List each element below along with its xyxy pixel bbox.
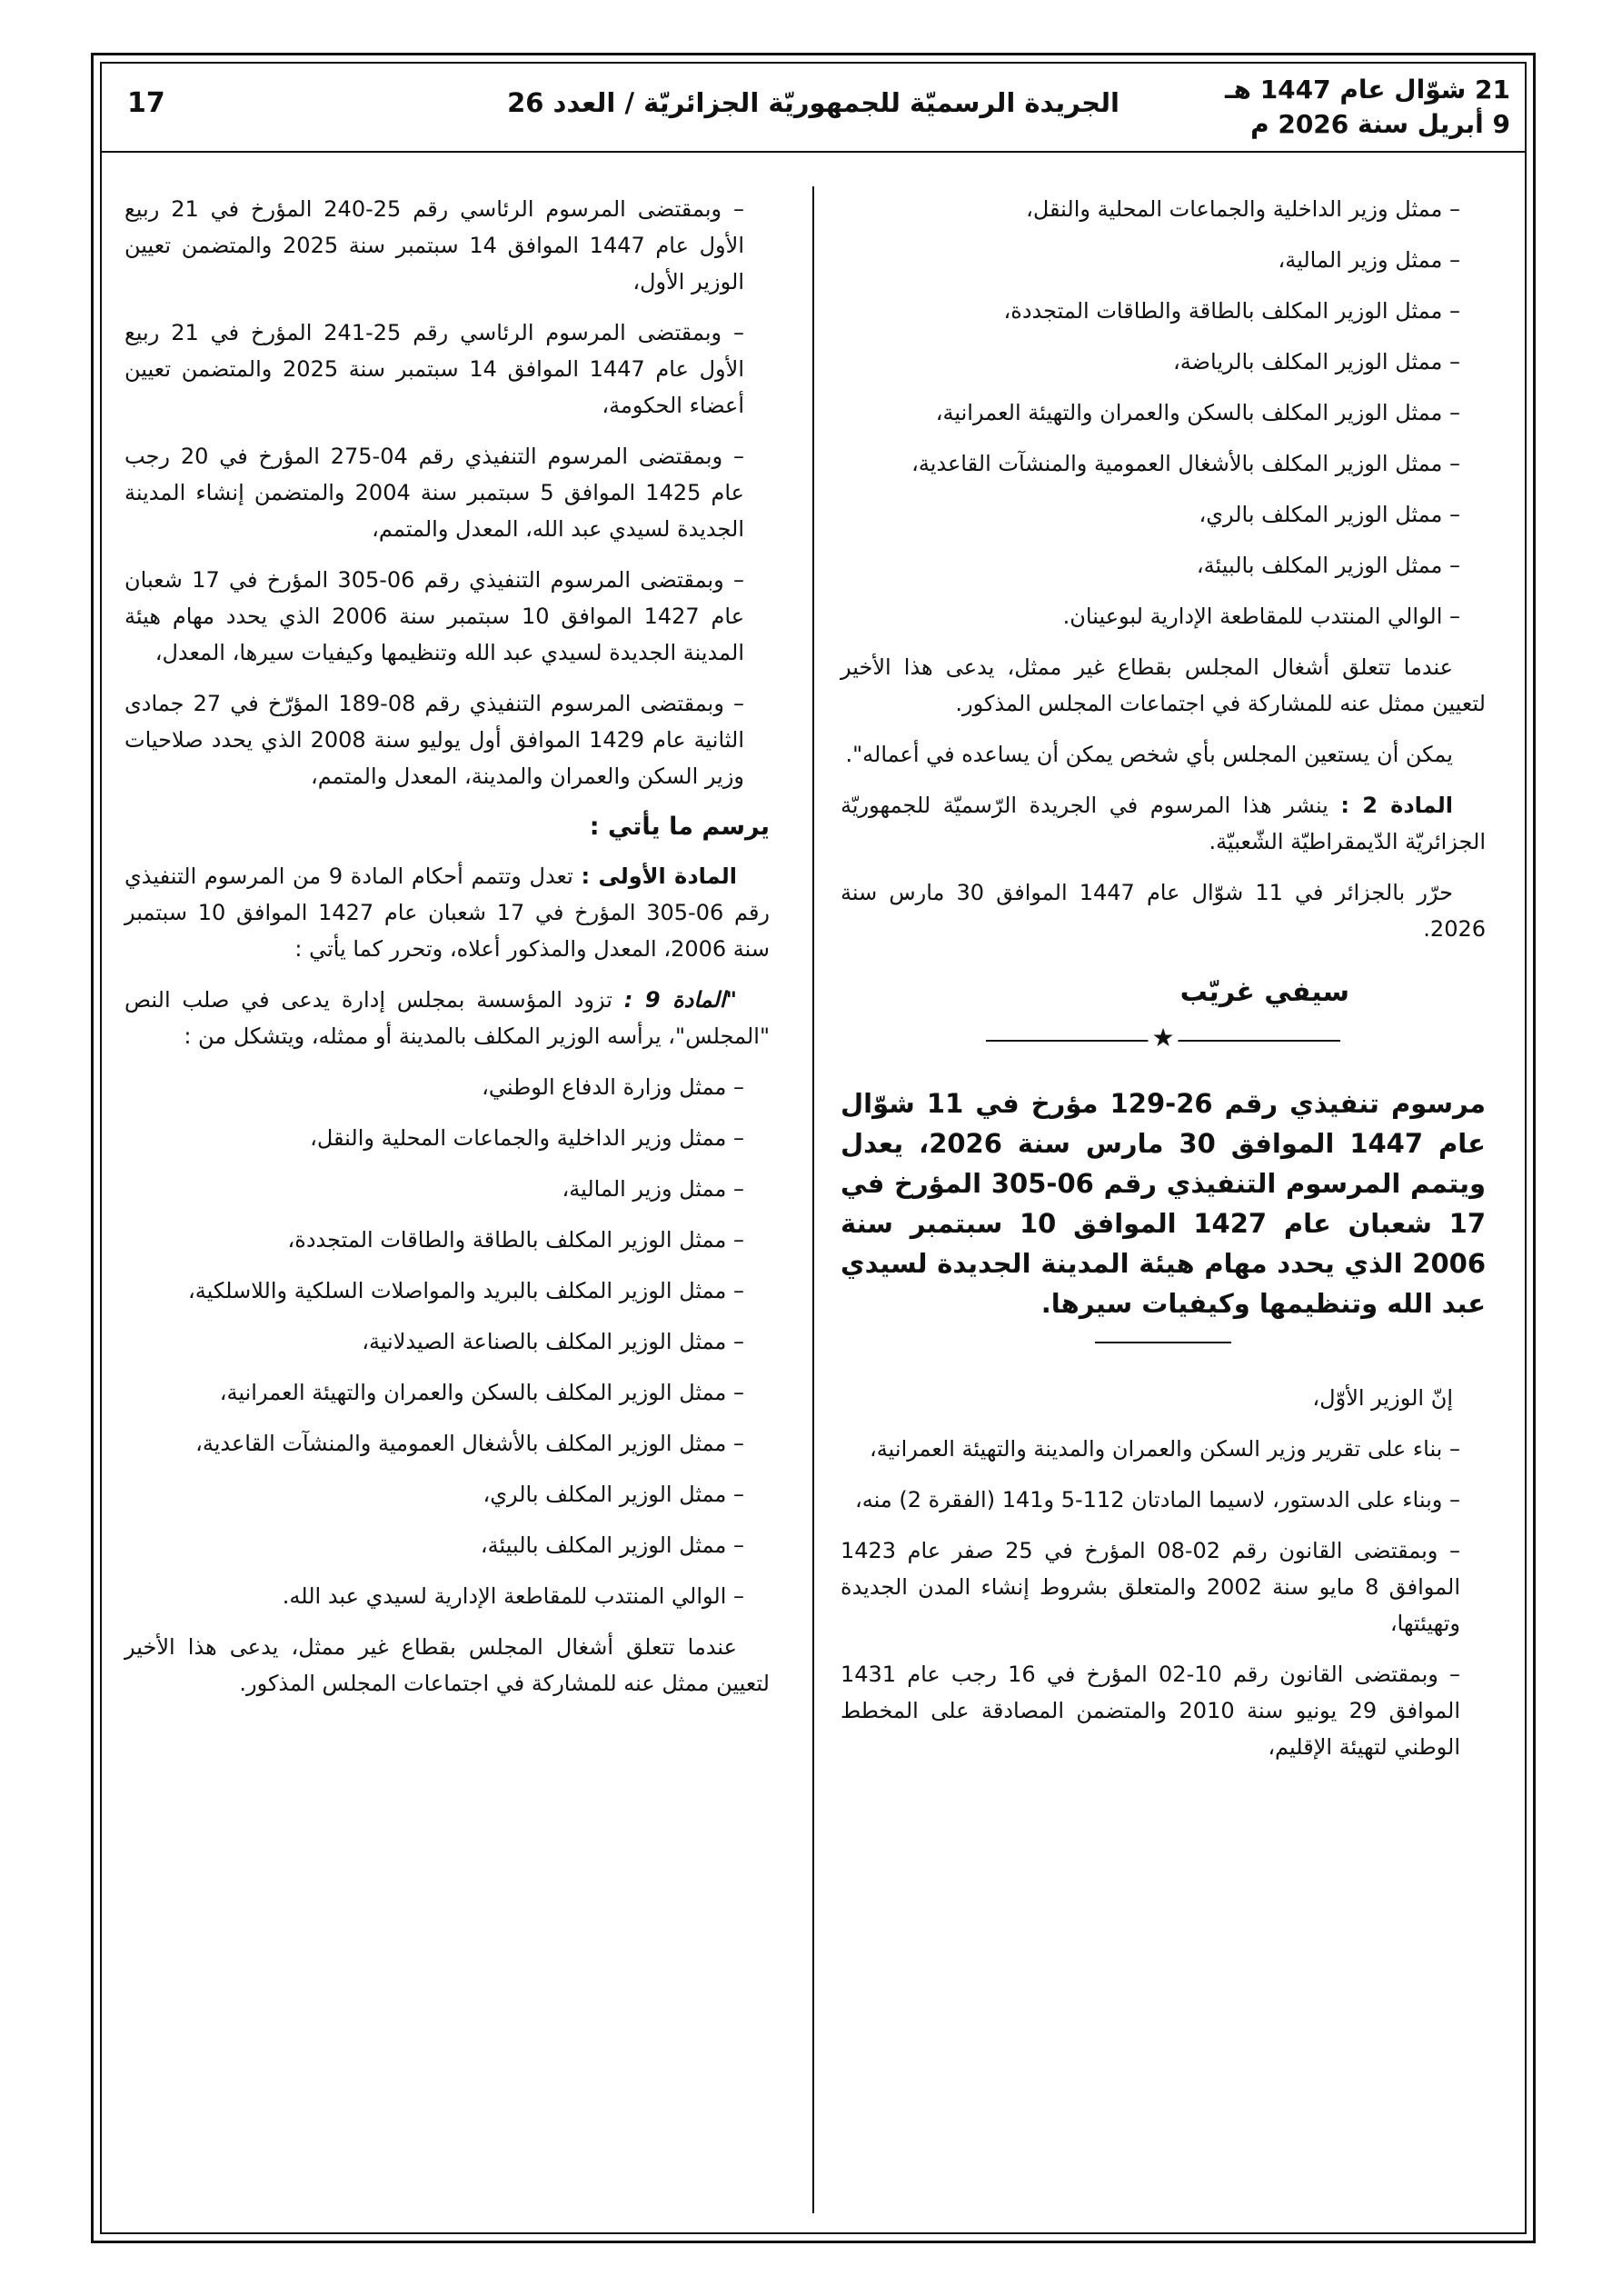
member-item: – ممثل الوزير المكلف بالبيئة،	[480, 1532, 744, 1558]
member-item: – الوالي المنتدب للمقاطعة الإدارية لبوعينان.	[1062, 604, 1460, 629]
member-item: – ممثل وزير الداخلية والجماعات المحلية والنقل،	[310, 1125, 744, 1151]
nonrepresented-sector-paragraph: عندما تتعلق أشغال المجلس بقطاع غير ممثل، يدعى هذا الأخير لتعيين ممثل عنه للمشاركة في اجتماعات المجلس المذكور.	[124, 1634, 770, 1696]
star-separator	[986, 1020, 1340, 1056]
member-item: – ممثل الوزير المكلف بالصناعة الصيدلانية،	[362, 1329, 744, 1354]
visa-item: – وبناء على الدستور، لاسيما المادتان 112-5 و141 (الفقرة 2) منه،	[855, 1487, 1460, 1512]
header-date-hijri: 21 شوّال عام 1447 هـ	[1224, 75, 1510, 105]
decree-title: مرسوم تنفيذي رقم 26-129 مؤرخ في 11 شوّال عام 1447 الموافق 30 مارس سنة 2026، يعدل ويتمم المرسوم التنفيذي رقم 06-305 المؤرخ في 17 شعبان عام 1427 الموافق 10 سبتمبر سنة 2006 الذي يحدد مهام هيئة المدينة الجديدة لسيدي عبد الله وتنظيمها وكيفيات سيرها.	[841, 1088, 1487, 1319]
visa-item: – وبمقتضى القانون رقم 02-08 المؤرخ في 25 صفر عام 1423 الموافق 8 مايو سنة 2002 والمتعلق بشروط إنشاء المدن الجديدة وتهيئتها،	[841, 1538, 1461, 1636]
visa-item: – بناء على تقرير وزير السكن والعمران والمدينة والتهيئة العمرانية،	[870, 1436, 1460, 1462]
star-icon: ★	[1148, 1020, 1178, 1056]
signature: سيفي غريّب	[1179, 976, 1349, 1008]
article-9	[124, 982, 770, 1054]
column-divider	[812, 186, 814, 2213]
member-item: – ممثل الوزير المكلف بالرياضة،	[1173, 349, 1460, 374]
member-item: – ممثل الوزير المكلف بالري،	[483, 1482, 744, 1507]
visa-item: – وبمقتضى المرسوم التنفيذي رقم 04-275 المؤرخ في 20 رجب عام 1425 الموافق 5 سبتمبر سنة 2004 والمتضمن إنشاء المدينة الجديدة لسيدي عبد الله، المعدل والمتمم،	[124, 444, 745, 542]
member-item: – ممثل الوزير المكلف بالأشغال العمومية والمنشآت القاعدية،	[911, 451, 1460, 476]
article-2-label: المادة 2 :	[1340, 793, 1453, 818]
gazette-header	[100, 62, 1527, 153]
member-item: – ممثل الوزير المكلف بالبريد والمواصلات السلكية واللاسلكية،	[188, 1278, 744, 1303]
member-item: – ممثل وزير المالية،	[562, 1176, 744, 1202]
page-number: 17	[127, 87, 165, 119]
article-2-text: ينشر هذا المرسوم في الجريدة الرّسميّة للجمهوريّة الجزائريّة الدّيمقراطيّة الشّعبيّة.	[841, 793, 1486, 854]
member-item: – ممثل الوزير المكلف بالسكن والعمران والتهيئة العمرانية،	[935, 400, 1460, 425]
article-1-text: تعدل وتتمم أحكام المادة 9 من المرسوم التنفيذي رقم 06-305 المؤرخ في 17 شعبان عام 1427 الموافق 10 سبتمبر سنة 2006، المعدل والمذكور أعلاه، وتحرر كما يأتي :	[124, 863, 771, 962]
member-item: – ممثل وزير الداخلية والجماعات المحلية والنقل،	[1026, 196, 1460, 222]
article-1-label: المادة الأولى :	[581, 863, 737, 889]
member-item: – ممثل الوزير المكلف بالبيئة،	[1196, 553, 1460, 578]
member-item: – ممثل الوزير المكلف بالسكن والعمران والتهيئة العمرانية،	[219, 1380, 744, 1405]
member-item: – ممثل الوزير المكلف بالطاقة والطاقات المتجددة،	[287, 1227, 744, 1253]
article-9-label: "المادة 9 :	[623, 987, 737, 1013]
header-date-gregorian: 9 أبريل سنة 2026 م	[1250, 109, 1510, 139]
visa-item: – وبمقتضى المرسوم الرئاسي رقم 25-241 المؤرخ في 21 ربيع الأول عام 1447 الموافق 14 سبتمبر سنة 2025 والمتضمن تعيين أعضاء الحكومة،	[124, 320, 745, 418]
prime-minister-intro: إنّ الوزير الأوّل،	[1312, 1385, 1453, 1411]
council-assistance-paragraph: يمكن أن يستعين المجلس بأي شخص يمكن أن يساعده في أعماله".	[845, 742, 1453, 767]
member-item: – الوالي المنتدب للمقاطعة الإدارية لسيدي عبد الله.	[282, 1583, 744, 1609]
member-item: – ممثل وزير المالية،	[1278, 247, 1460, 273]
member-item: – ممثل وزارة الدفاع الوطني،	[482, 1074, 744, 1100]
article-9-text: تزود المؤسسة بمجلس إدارة يدعى في صلب النص "المجلس"، يرأسه الوزير المكلف بالمدينة أو ممثله، ويتشكل من :	[124, 987, 770, 1049]
left-column	[124, 191, 770, 1716]
done-at-paragraph: حرّر بالجزائر في 11 شوّال عام 1447 الموافق 30 مارس سنة 2026.	[841, 880, 1486, 942]
decrees-heading: يرسم ما يأتي :	[589, 813, 770, 841]
visa-item: – وبمقتضى المرسوم الرئاسي رقم 25-240 المؤرخ في 21 ربيع الأول عام 1447 الموافق 14 سبتمبر سنة 2025 والمتضمن تعيين الوزير الأول،	[124, 196, 745, 294]
right-column	[841, 191, 1486, 1780]
visa-item: – وبمقتضى القانون رقم 10-02 المؤرخ في 16 رجب عام 1431 الموافق 29 يونيو سنة 2010 والمتضمن المصادقة على المخطط الوطني لتهيئة الإقليم،	[841, 1662, 1461, 1760]
member-item: – ممثل الوزير المكلف بالري،	[1199, 502, 1460, 527]
gazette-title: الجريدة الرسميّة للجمهوريّة الجزائريّة / العدد 26	[507, 87, 1119, 118]
article-1	[124, 858, 770, 967]
article-2	[841, 787, 1486, 860]
title-underline	[1095, 1342, 1231, 1343]
visa-item: – وبمقتضى المرسوم التنفيذي رقم 06-305 المؤرخ في 17 شعبان عام 1427 الموافق 10 سبتمبر سنة 2006 الذي يحدد مهام هيئة المدينة الجديدة لسيدي عبد الله وتنظيمها وكيفيات سيرها، المعدل،	[124, 567, 745, 665]
member-item: – ممثل الوزير المكلف بالطاقة والطاقات المتجددة،	[1003, 298, 1460, 324]
member-item: – ممثل الوزير المكلف بالأشغال العمومية والمنشآت القاعدية،	[195, 1431, 744, 1456]
nonrepresented-sector-paragraph: عندما تتعلق أشغال المجلس بقطاع غير ممثل، يدعى هذا الأخير لتعيين ممثل عنه للمشاركة في اجتماعات المجلس المذكور.	[841, 654, 1486, 716]
visa-item: – وبمقتضى المرسوم التنفيذي رقم 08-189 المؤرّخ في 27 جمادى الثانية عام 1429 الموافق أول يوليو سنة 2008 الذي يحدد صلاحيات وزير السكن والعمران والمدينة، المعدل والمتمم،	[124, 691, 745, 789]
